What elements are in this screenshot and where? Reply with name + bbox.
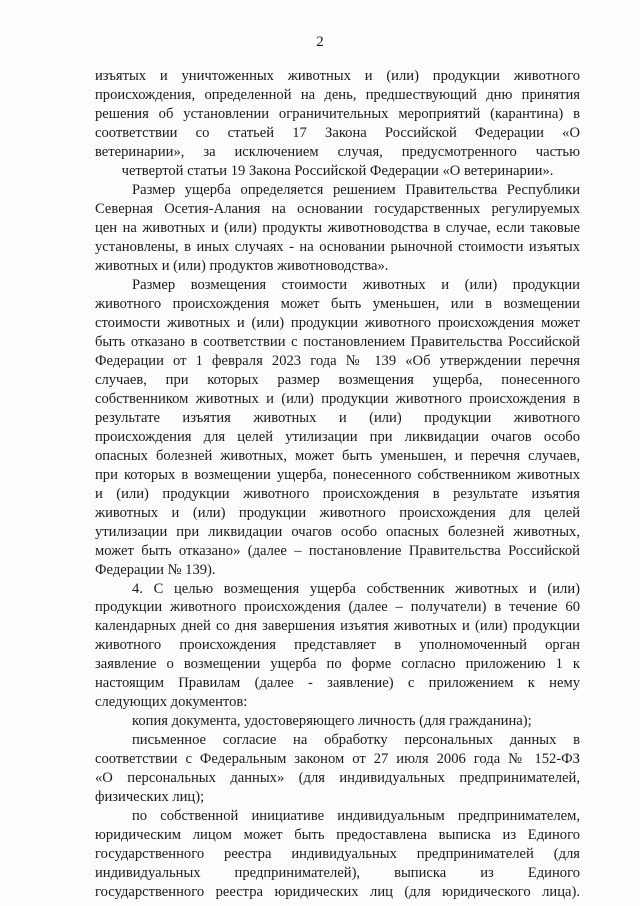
text-line: животных и (или) продукции животного происхождения для целей (95, 504, 580, 521)
text-line: может быть отказано» (далее – постановление Правительства Российской (95, 542, 580, 559)
text-line: установлены, в иных случаях - на основании рыночной стоимости изъятых (95, 238, 580, 255)
text-line: цен на животных и (или) продукты животноводства в случае, если таковые (95, 219, 580, 236)
text-line: утилизации при ликвидации очагов особо опасных болезней животных, (95, 523, 580, 540)
text-line: результате изъятия животных и (или) продукции животного (95, 409, 580, 426)
text-line: индивидуальных предпринимателей), выписка из Единого (95, 865, 580, 882)
text-line: Федерации от 1 февраля 2023 года № 139 «Об утверждении перечня (95, 352, 580, 369)
text-line: юридическим лицом может быть предоставлена выписка из Единого (95, 827, 580, 844)
text-line: заявление о возмещении ущерба по форме согласно приложению 1 к (95, 656, 580, 673)
text-line: и (или) продукции животного происхождения в результате изъятия (95, 485, 580, 502)
text-line: опасных болезней животных, может быть уменьшен, и перечня случаев, (95, 447, 580, 464)
text-line: животного происхождения может быть уменьшен, или в возмещении (95, 295, 580, 312)
text-line: Размер ущерба определяется решением Правительства Республики (132, 181, 580, 198)
text-line: Северная Осетия-Алания на основании государственных регулируемых (95, 200, 580, 217)
text-line: происхождения, определенной на день, предшествующий дню принятия (95, 87, 580, 103)
text-line: Размер возмещения стоимости животных и (или) продукции (132, 276, 580, 293)
text-line: решения об установлении ограничительных мероприятий (карантина) в (95, 106, 580, 122)
text-line: письменное согласие на обработку персональных данных в (132, 732, 580, 749)
text-line: происхождения для целей утилизации при ликвидации очагов особо (95, 428, 580, 445)
text-line: ветеринарии», за исключением случая, предусмотренного частью (95, 143, 580, 160)
text-line: настоящим Правилам (далее - заявление) с приложением к нему (95, 675, 580, 692)
page-number: 2 (316, 34, 324, 50)
text-line: продукции животного происхождения (далее – получатели) в течение 60 (95, 599, 580, 616)
text-line: изъятых и уничтоженных животных и (или) продукции животного (95, 68, 580, 84)
text-line: государственного реестра индивидуальных предпринимателей (для (95, 846, 580, 863)
text-line: по собственной инициативе индивидуальным предпринимателем, (132, 808, 580, 825)
text-line: животного происхождения представляет в уполномоченный орган (95, 637, 580, 654)
text-line: при которых в возмещении ущерба, понесенного собственником животных (95, 466, 580, 483)
text-line: календарных дней со дня завершения изъятия животных и (или) продукции (95, 618, 580, 635)
text-line: стоимости животных и (или) продукции животного происхождения может (95, 314, 580, 331)
text-line: случаев, при которых размер возмещения ущерба, понесенного (95, 371, 580, 388)
text-line: Федерации № 139). (95, 561, 216, 578)
text-line: государственного реестра юридических лиц (для юридического лица). (95, 884, 580, 901)
text-line: копия документа, удостоверяющего личность (для гражданина); (132, 713, 532, 730)
text-line: 4. С целью возмещения ущерба собственник животных и (или) (132, 580, 580, 597)
text-line: физических лиц); (95, 789, 205, 806)
text-line: животных и (или) продуктов животноводства». (95, 257, 389, 274)
text-line: соответствии со статьей 17 Закона Российской Федерации «О (95, 124, 580, 141)
text-line: быть отказано в соответствии с постановлением Правительства Российской (95, 333, 580, 350)
text-line: следующих документов: (95, 694, 248, 711)
text-line: четвертой статьи 19 Закона Российской Федерации «О ветеринарии». (121, 162, 554, 179)
text-line: «О персональных данных» (для индивидуальных предпринимателей, (95, 770, 580, 787)
text-line: соответствии с Федеральным законом от 27 июля 2006 года № 152-ФЗ (95, 751, 580, 768)
text-line: собственником животных и (или) продукции животного происхождения в (95, 390, 580, 407)
